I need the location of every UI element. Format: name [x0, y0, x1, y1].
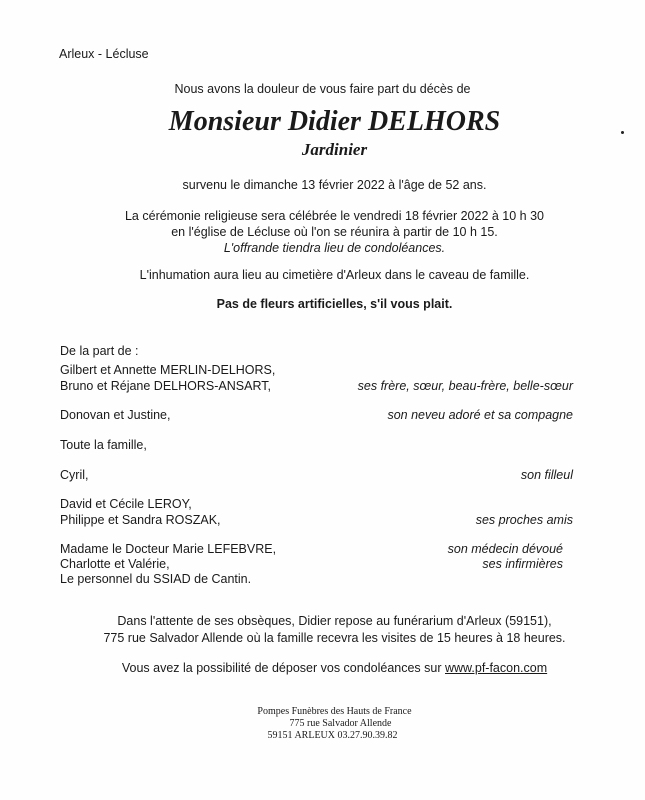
- flowers-notice: Pas de fleurs artificielles, s'il vous plait.: [216, 297, 453, 311]
- condolences-text: Vous avez la possibilité de déposer vos condoléances sur: [121, 661, 445, 675]
- condolences-line: [12, 661, 645, 675]
- family-relation: ses infirmières: [482, 557, 563, 571]
- family-relation: son filleul: [520, 468, 573, 482]
- burial-text: L'inhumation aura lieu au cimetière d'Arleux dans le caveau de famille.: [139, 268, 530, 282]
- intro-text: Nous avons la douleur de vous faire part du décès de: [174, 82, 471, 96]
- ceremony-line-1: La cérémonie religieuse sera célébrée le vendredi 18 février 2022 à 10 h 30: [124, 209, 544, 223]
- family-name: Toute la famille,: [60, 438, 147, 452]
- family-name: Madame le Docteur Marie LEFEBVRE,: [60, 542, 277, 556]
- family-name: Gilbert et Annette MERLIN-DELHORS,: [60, 363, 276, 377]
- condolences-link[interactable]: www.pf-facon.com: [445, 661, 548, 675]
- ceremony-line-3: L'offrande tiendra lieu de condoléances.: [223, 241, 446, 255]
- ceremony-line-2: en l'église de Lécluse où l'on se réunira à partir de 10 h 15.: [171, 225, 498, 239]
- from-label: De la part de :: [60, 344, 139, 358]
- footer-company: Pompes Funèbres des Hauts de France: [257, 706, 412, 717]
- family-name: David et Cécile LEROY,: [60, 497, 192, 511]
- family-relation: ses frère, sœur, beau-frère, belle-sœur: [357, 379, 573, 393]
- footer-address: 775 rue Salvador Allende: [289, 718, 392, 729]
- profession: Jardinier: [301, 140, 368, 159]
- family-relation: ses proches amis: [475, 513, 573, 527]
- scan-speck: [621, 131, 624, 134]
- family-name: Philippe et Sandra ROSZAK,: [60, 513, 221, 527]
- location-label: Arleux - Lécluse: [59, 47, 149, 61]
- family-name: Le personnel du SSIAD de Cantin.: [60, 572, 252, 586]
- family-relation: son neveu adoré et sa compagne: [387, 408, 573, 422]
- family-name: Bruno et Réjane DELHORS-ANSART,: [60, 379, 271, 393]
- funerarium-line-2: 775 rue Salvador Allende où la famille recevra les visites de 15 heures à 18 heures.: [103, 631, 566, 645]
- family-name: Donovan et Justine,: [60, 408, 171, 422]
- family-name: Cyril,: [60, 468, 89, 482]
- family-name: Charlotte et Valérie,: [60, 557, 170, 571]
- death-notice: survenu le dimanche 13 février 2022 à l'âge de 52 ans.: [182, 178, 487, 192]
- deceased-name: Monsieur Didier DELHORS: [168, 106, 501, 137]
- family-relation: son médecin dévoué: [447, 542, 563, 556]
- footer-phone: 59151 ARLEUX 03.27.90.39.82: [267, 730, 398, 741]
- funerarium-line-1: Dans l'attente de ses obsèques, Didier repose au funérarium d'Arleux (59151),: [117, 614, 552, 628]
